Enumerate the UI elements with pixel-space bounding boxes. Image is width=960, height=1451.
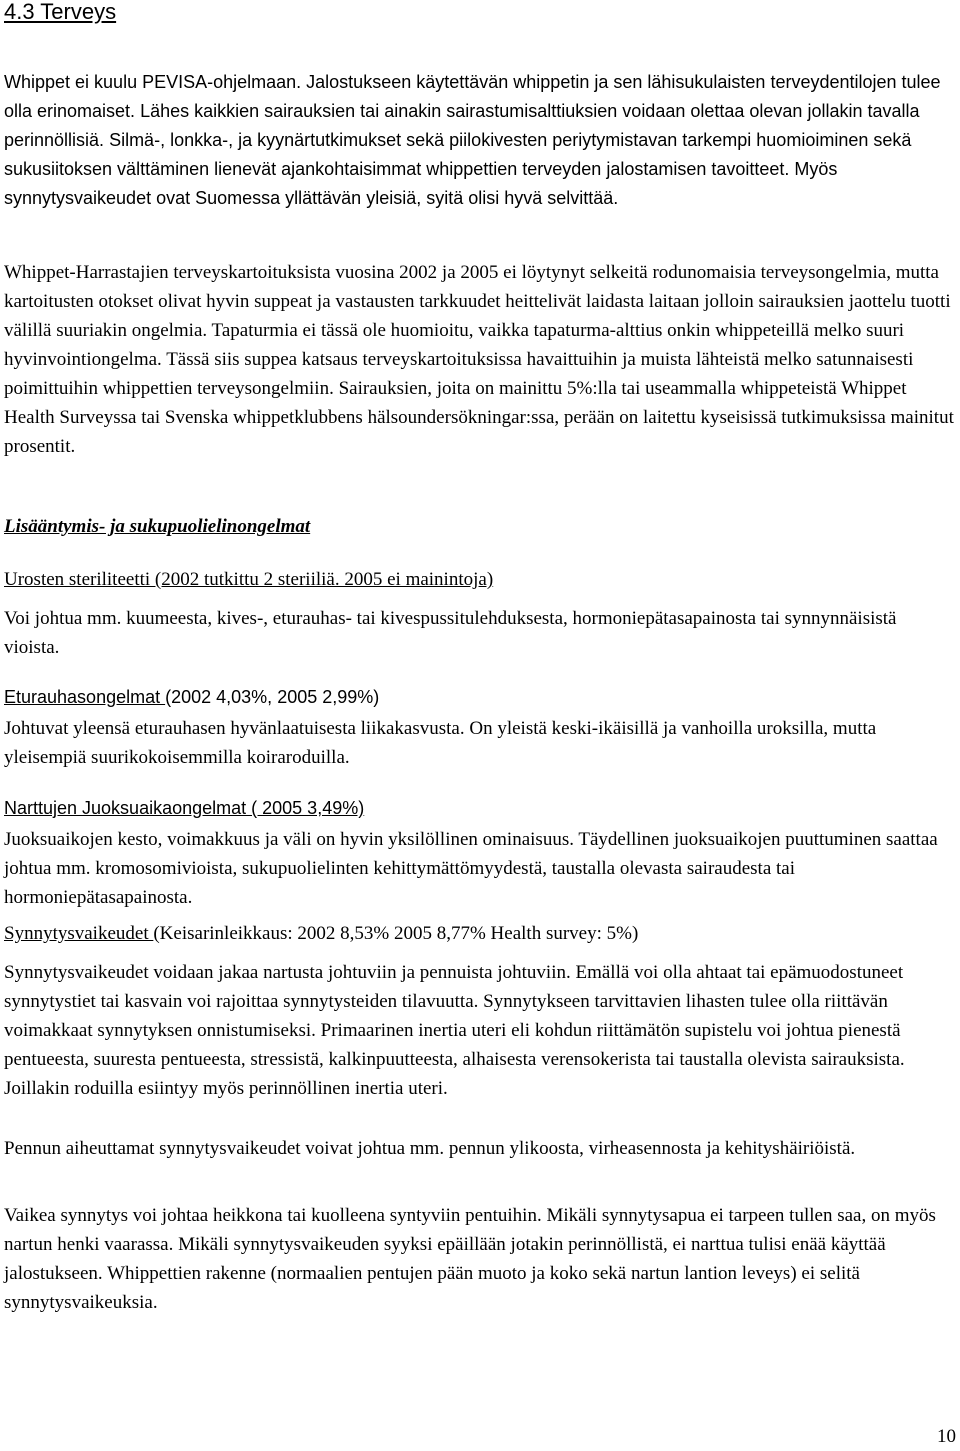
heat-text: Juoksuaikojen kesto, voimakkuus ja väli on hyvin yksilöllinen ominaisuus. Täydellinen juoksuaikojen puuttuminen saattaa johtua mm. kromosomivioista, sukupuolielinten kehittymättömyydestä, taustalla olevasta sairaudesta tai hormoniepätasapainosta. (4, 829, 938, 908)
birth-title-underlined: Synnytysvaikeudet (4, 923, 154, 944)
sterility-title (4, 565, 956, 594)
heat-title (4, 794, 956, 823)
birth-title-rest: (Keisarinleikkaus: 2002 8,53% 2005 8,77% Health survey: 5%) (153, 923, 639, 944)
section-heading-text: Lisääntymis- ja sukupuolielinongelmat (4, 516, 311, 537)
birth-text-3: Vaikea synnytys voi johtaa heikkona tai kuolleena syntyviin pentuihin. Mikäli synnytysapua ei tarpeen tullen saa, on myös nartun henki vaarassa. Mikäli synnytysvaikeuden syyksi epäillään jotakin perinnöllistä, ei narttua tulisi enää käyttää jalostukseen. Whippettien rakenne (normaalien pentujen pään muoto ja koko sekä nartun lantion leveys) ei selitä synnytysvaikeuksia. (4, 1205, 936, 1313)
page-heading: 4.3 Terveys (4, 0, 117, 24)
birth-text-2: Pennun aiheuttamat synnytysvaikeudet voivat johtua mm. pennun ylikoosta, virheasennosta ja kehityshäiriöistä. (4, 1138, 856, 1159)
birth-text-1: Synnytysvaikeudet voidaan jakaa nartusta johtuviin ja pennuista johtuviin. Emällä voi olla ahtaat tai epämuodostuneet synnytystiet tai kasvain voi rajoittaa synnytysteiden tilavuutta. Synnytykseen tarvittavien lihasten tulee olla riittävän voimakkaat synnytyksen onnistumiseksi. Primaarinen inertia uteri eli kohdun riittämätön supistelu voi johtua pienestä pentueesta, suuresta pentueesta, stressistä, kalkinpuutteesta, alhaisesta verensokerista tai taustalla olevista sairauksista. Joillakin roduilla esiintyy myös perinnöllinen inertia uteri. (4, 962, 905, 1099)
prostate-title-underlined: Eturauhasongelmat (4, 687, 166, 707)
intro-paragraph (4, 68, 956, 213)
intro-text-part1: Whippet ei kuulu PEVISA-ohjelmaan. Jalostukseen käytettävän whippetin ja sen lähisukulaisten terveydentilojen tulee olla erinomaiset. Lähes kaikkien sairauksien tai ainakin sairastumisalttiuksien voidaan olettaa olevan jollakin tavalla perinnöllisiä. (4, 72, 941, 150)
prostate-title (4, 683, 956, 712)
section-heading (4, 512, 956, 541)
sterility-text: Voi johtua mm. kuumeesta, kives-, eturauhas- tai kivespussitulehduksesta, hormoniepätasapainosta tai synnynnäisistä vioista. (4, 608, 897, 658)
prostate-title-rest: (2002 4,03%, 2005 2,99%) (165, 687, 380, 707)
survey-paragraph: Whippet-Harrastajien terveyskartoituksista vuosina 2002 ja 2005 ei löytynyt selkeitä rodunomaisia terveysongelmia, mutta kartoitusten otokset olivat hyvin suppeat ja vastausten tarkkuudet heittelivät laidasta laitaan jolloin sairauksien jaottelu tuotti välillä suuriakin ongelmia. Tapaturmia ei tässä ole huomioitu, vaikka tapaturma-alttius onkin whippeteillä melko suuri hyvinvointiongelma. Tässä siis suppea katsaus terveyskartoituksissa havaittuihin ja muista lähteistä melko satunnaisesti poimittuihin whippettien terveysongelmiin. Sairauksien, joita on mainittu 5%:lla tai useammalla whippeteistä Whippet Health Surveyssa tai Svenska whippetklubbens hälsoundersökningar:ssa, perään on laitettu kyseisissä tutkimuksissa mainitut prosentit. (4, 262, 954, 457)
heat-title-underlined: Narttujen Juoksuaikaongelmat ( 2005 3,49%) (4, 798, 365, 818)
birth-title (4, 919, 956, 948)
page-number: 10 (937, 1426, 956, 1447)
sterility-title-text: Urosten steriliteetti (2002 tutkittu 2 steriiliä. 2005 ei mainintoja) (4, 569, 494, 590)
prostate-text: Johtuvat yleensä eturauhasen hyvänlaatuisesta liikakasvusta. On yleistä keski-ikäisillä ja vanhoilla uroksilla, mutta yleisempiä suurikokoisemmilla koiraroduilla. (4, 718, 877, 768)
intro-text-part2: Silmä-, lonkka-, ja kyynärtutkimukset sekä piilokivesten periytymistavan tarkempi huomioiminen sekä sukusiitoksen välttäminen lienevät ajankohtaisimmat whippettien terveyden jalostamisen tavoitteet. Myös synnytysvaikeudet ovat Suomessa yllättävän yleisiä, syitä olisi hyvä selvittää. (4, 130, 912, 208)
